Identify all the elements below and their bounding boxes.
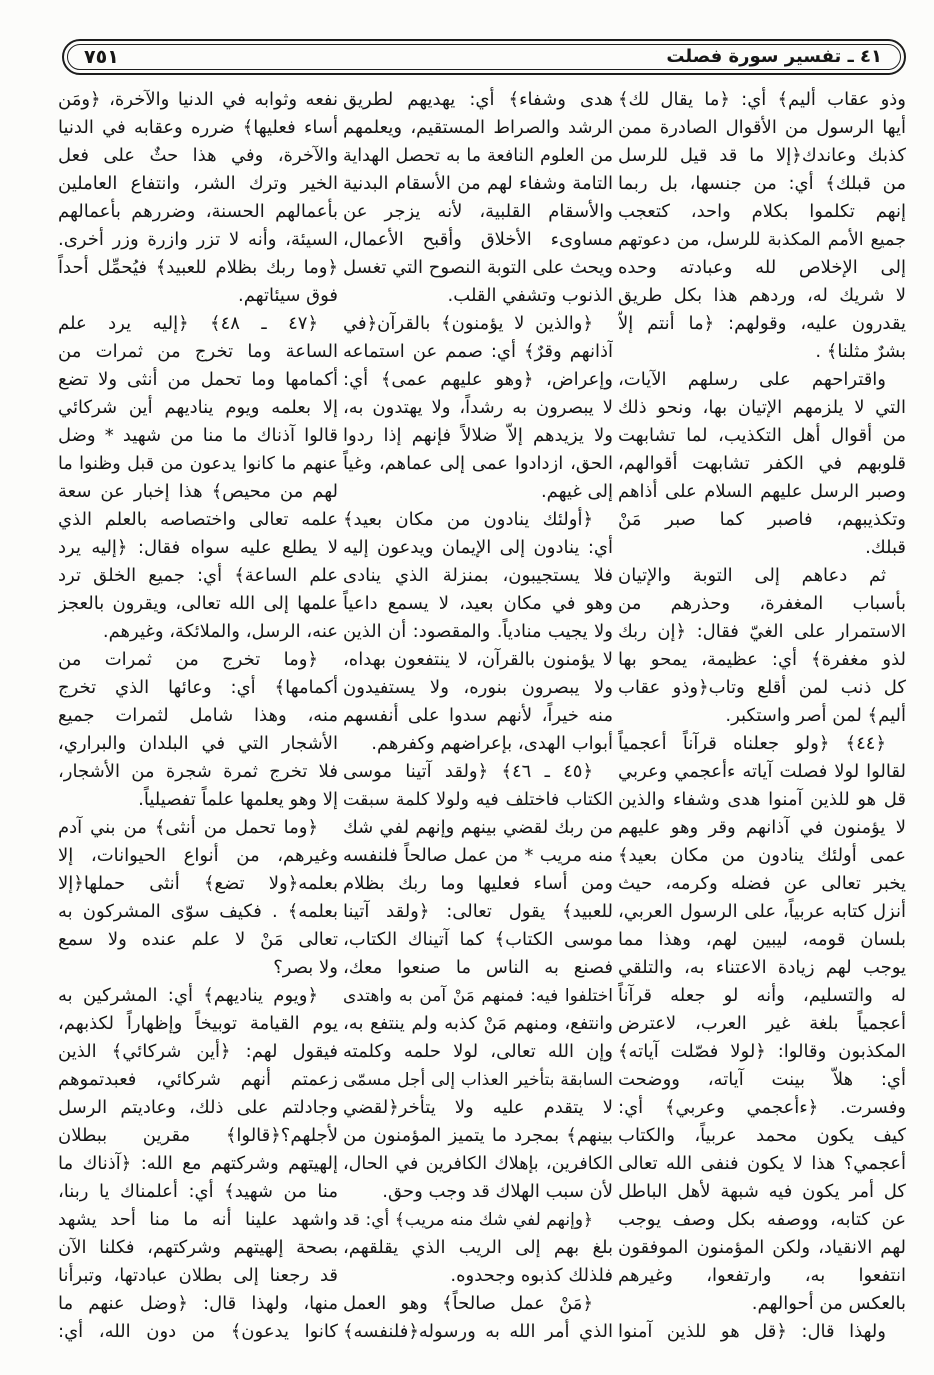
text-line: يقدرون عليه، وقولهم: ﴿ما أنتم إلاّ	[618, 313, 906, 334]
text-line: تعالى مَنْ لا علم عنده ولا سمع	[58, 929, 338, 950]
text-line: أساء فعليها﴾ ضرره وعقابه في الدنيا	[58, 117, 338, 138]
text-line: نفعه وثوابه في الدنيا والآخرة، ﴿ومَن	[58, 89, 338, 110]
text-line: كل أمر يكون فيه شبهة لأهل الباطل	[618, 1181, 906, 1202]
text-line: ومن أساء فعليها وما ربك بظلام	[343, 873, 613, 894]
text-line: منا من شهيد﴾ أي: أعلمناك يا ربنا،	[58, 1181, 338, 1202]
text-line: ﴿٤٧ ـ ٤٨﴾ ﴿إليه يرد علم	[58, 313, 318, 334]
text-line: بأعمالهم الحسنة، وضررهم بأعمالهم	[58, 201, 338, 222]
text-line: ﴿وما ربك بظلام للعبيد﴾ فيُحمِّل أحداً	[58, 257, 338, 278]
text-line: ﴿٤٤﴾ ﴿ولو جعلناه قرآناً أعجمياً	[618, 733, 886, 754]
text-line: ويحث على التوبة النصوح التي تغسل	[343, 257, 613, 278]
text-line: بلسان قومه، ليبين لهم، وهذا مما	[618, 929, 906, 950]
text-line: واقتراحهم على رسلهم الآيات،	[618, 369, 886, 390]
text-line: وفسرت. ﴿ءأعجمي وعربي﴾ أي:	[618, 1097, 906, 1118]
text-line: الرشد والصراط المستقيم، ويعلمهم	[343, 117, 613, 138]
text-line: المكذبون وقالوا: ﴿لولا فصّلت آياته﴾	[618, 1041, 906, 1062]
text-line: كذبك وعاندك﴿إلا ما قد قيل للرسل	[618, 145, 906, 166]
text-line: آذانهم وقرٌ﴾ أي: صمم عن استماعه	[343, 341, 613, 362]
text-column-middle	[343, 86, 613, 1346]
text-line: وإن الله تعالى، لولا حلمه وكلمته	[343, 1041, 613, 1062]
text-line: بعلمه﴿ولا تضع﴾ أنثى حملها﴿إلا	[58, 873, 338, 894]
text-line: والآخرة، وفي هذا حثٌ على فعل	[58, 145, 338, 166]
text-line: فيقول لهم: ﴿أين شركائي﴾ الذين	[58, 1041, 338, 1062]
text-line: وصبر الرسل عليهم السلام على أذاهم	[618, 481, 906, 502]
text-line: اختلفوا فيه: فمنهم مَنْ آمن به واهتدى	[343, 986, 613, 1006]
text-line: أي: ينادون إلى الإيمان ويدعون إليه	[343, 537, 613, 558]
text-line: أنزل كتابه عربياً، على الرسول العربي،	[618, 901, 906, 922]
text-line: إلى الإخلاص لله وعبادته وحده	[618, 257, 906, 278]
text-line: التامة وشفاء لهم من الأسقام البدنية	[343, 173, 613, 194]
text-line: لا يتقدم عليه ولا يتأخر﴿لقضي	[343, 1097, 613, 1118]
text-line: كانوا يدعون﴾ من دون الله، أي:	[58, 1321, 338, 1342]
text-line: ﴿٤٥ ـ ٤٦﴾ ﴿ولقد آتينا موسى	[343, 761, 594, 782]
text-line: وتكذيبهم، فاصبر كما صبر مَنْ	[618, 509, 906, 530]
text-line: عن كتابه، ووصفه بكل وصف يوجب	[618, 1209, 906, 1230]
text-line: السابقة بتأخير العذاب إلى أجل مسمّى	[343, 1070, 613, 1090]
text-line: فلا يستجيبون، بمنزلة الذي ينادى	[343, 565, 613, 586]
text-line: قبلك.	[865, 537, 906, 558]
text-line: فلذلك كذبوه وجحدوه.	[450, 1265, 613, 1286]
text-line: لا يبصرون به رشداً، ولا يهتدون به،	[343, 397, 613, 418]
text-line: ولا يبصرون بنوره، ولا يستفيدون	[343, 677, 613, 698]
text-line: يوجب لهم زيادة الاعتناء به، والتلقي	[618, 957, 906, 978]
text-line: للعبيد﴾ يقول تعالى: ﴿ولقد آتينا	[343, 901, 613, 922]
text-line: يوم القيامة توبيخاً وإظهاراً لكذبهم،	[58, 1013, 338, 1034]
text-line: له والتسليم، وأنه لو جعله قرآناً	[618, 985, 906, 1006]
text-line: ولا يجيب منادياً. والمقصود: أن الذين	[343, 621, 613, 642]
text-column-right	[618, 86, 906, 1346]
text-line: هدى وشفاء﴾ أي: يهديهم لطريق	[343, 89, 613, 110]
text-line: قد رجعنا إلى بطلان عبادتها، وتبرأنا	[58, 1265, 338, 1286]
text-line: إلا بعلمه ويوم يناديهم أين شركائي	[58, 397, 338, 418]
text-line: أبواب الهدى، بإعراضهم وكفرهم.	[371, 733, 613, 754]
text-line: ﴿وما تخرج من ثمرات من	[58, 649, 318, 670]
text-line: لهم من محيص﴾ هذا إخبار عن سعة	[58, 481, 338, 502]
text-line: ﴿والذين لا يؤمنون﴾ بالقرآن﴿في	[343, 313, 593, 334]
text-line: لذو مغفرة﴾ أي: عظيمة، يمحو بها	[618, 649, 906, 670]
text-line: وغيرهم، من أنواع الحيوانات، إلا	[58, 845, 338, 866]
text-line: وانتفع، ومنهم مَنْ كذبه ولم ينتفع به،	[343, 1013, 613, 1034]
text-line: مساوىء الأخلاق وأقبح الأعمال،	[343, 229, 613, 250]
text-line: لأجلهم؟﴿قالوا﴾ مقرين ببطلان	[58, 1125, 338, 1146]
text-line: فلا تخرج ثمرة شجرة من الأشجار،	[58, 761, 338, 782]
text-line: يخبر تعالى عن فضله وكرمه، حيث	[618, 873, 906, 894]
text-line: كيف يكون محمد عربياً، والكتاب	[618, 1125, 906, 1146]
text-line: منه مريب * من عمل صالحاً فلنفسه	[343, 845, 613, 866]
text-line: الكتاب فاختلف فيه ولولا كلمة سبقت	[343, 790, 613, 810]
text-line: ولا بصر؟	[273, 957, 338, 978]
text-line: بالعكس من أحوالهم.	[751, 1293, 906, 1314]
text-line: لا يؤمنون بالقرآن، لا ينتفعون بهداه،	[343, 649, 613, 670]
text-line: أكمامها وما تحمل من أنثى ولا تضع	[58, 369, 338, 390]
text-line: قالوا آذناك ما منا من شهيد * وضل	[58, 425, 338, 446]
text-line: لا شريك له، وردهم هذا بكل طريق	[618, 285, 906, 306]
text-line: عمى أولئك ينادون من مكان بعيد﴾	[618, 845, 906, 866]
text-line: إنهم تكلموا بكلام واحد، كتعجب	[618, 201, 906, 222]
text-line: أكمامها﴾ أي: وعائها الذي تخرج	[58, 677, 338, 698]
text-line: ﴿وما تحمل من أنثى﴾ من بني آدم	[58, 817, 318, 838]
text-line: قل هو للذين آمنوا هدى وشفاء والذين	[618, 789, 906, 810]
text-line: منها، ولهذا قال: ﴿وضل عنهم ما	[58, 1293, 338, 1314]
text-line: أي: هلاّ بينت آياته، ووضحت	[618, 1069, 906, 1090]
text-line: وجادلتم على ذلك، وعاديتم الرسل	[58, 1097, 338, 1118]
text-line: التي لا يلزمهم الإتيان بها، ونحو ذلك	[618, 397, 906, 418]
text-line: من العلوم النافعة ما به تحصل الهداية	[343, 146, 613, 166]
text-line: لأن سبب الهلاك قد وجب وحق.	[382, 1181, 613, 1202]
text-line: الساعة وما تخرج من ثمرات من	[58, 341, 338, 362]
text-line: لقالوا لولا فصلت آياته ءأعجمي وعربي	[618, 761, 906, 782]
text-line: السيئة، وأنه لا تزر وازرة وزر أخرى.	[58, 229, 338, 250]
text-line: عنهم ما كانوا يدعون من قبل وظنوا ما	[58, 454, 338, 474]
text-line: بينهم﴾ بمجرد ما يتميز المؤمنون من	[343, 1125, 613, 1146]
text-line: بصحة إلهيتهم وشركتهم، فكلنا الآن	[58, 1237, 338, 1258]
text-line: الحق، ازدادوا عمى إلى عماهم، وغياً	[343, 453, 613, 474]
text-line: وإعراض، ﴿وهو عليهم عمى﴾ أي:	[343, 369, 613, 390]
header-title: ٤١ ـ تفسير سورة فصلت	[666, 46, 882, 67]
text-line: بأسباب المغفرة، وحذرهم من	[618, 593, 906, 614]
text-line: والأسقام القلبية، لأنه يزجر عن	[343, 201, 613, 222]
text-line: الاستمرار على الغيّ فقال: ﴿إن ربك	[618, 621, 906, 642]
text-line: موسى الكتاب﴾ كما آتيناك الكتاب،	[343, 929, 613, 950]
text-line: من قبلك﴾ أي: من جنسها، بل ربما	[618, 173, 906, 194]
text-line: لا يؤمنون في آذانهم وقر وهو عليهم	[618, 817, 906, 838]
text-line: علمه تعالى واختصاصه بالعلم الذي	[58, 509, 338, 530]
text-line: إلهيتهم وشركتهم مع الله: ﴿آذناك ما	[58, 1153, 338, 1174]
text-line: واشهد علينا أنه ما منا أحد يشهد	[58, 1209, 338, 1230]
text-line: الأشجار التي في البلدان والبراري،	[58, 733, 338, 754]
text-line: ولهذا قال: ﴿قل هو للذين آمنوا	[618, 1321, 886, 1342]
text-line: ﴿مَنْ عمل صالحاً﴾ وهو العمل	[343, 1293, 593, 1314]
text-line: وذو عقاب أليم﴾ أي: ﴿ما يقال لك﴾	[618, 89, 906, 110]
text-line: فصنع به الناس ما صنعوا معك،	[343, 957, 613, 978]
text-line: أيها الرسول من الأقوال الصادرة ممن	[618, 117, 906, 138]
text-line: إلا وهو يعلمها علماً تفصيلياً.	[138, 789, 338, 810]
text-line: ﴿أولئك ينادون من مكان بعيد﴾	[343, 509, 593, 530]
text-line: ولا يزيدهم إلاّ ضلالاً فإنهم إذا ردوا	[343, 425, 613, 446]
text-line: إلى غيهم.	[540, 481, 613, 502]
text-column-left	[58, 86, 338, 1346]
text-line: الخير وترك الشر، وانتفاع العاملين	[58, 173, 338, 194]
text-line: الذنوب وتشفي القلب.	[447, 285, 613, 306]
text-line: زعمتم أنهم شركائي، فعبدتموهم	[58, 1069, 338, 1090]
text-line: أعجمياً بلغة غير العرب، لاعترض	[618, 1013, 906, 1034]
text-line: الذي أمر الله به ورسوله﴿فلنفسه﴾	[343, 1321, 613, 1342]
text-line: عنه، الرسل، والملائكة، وغيرهم.	[102, 621, 338, 642]
text-line: ﴿ويوم يناديهم﴾ أي: المشركين به	[58, 985, 318, 1006]
text-line: علم الساعة﴾ أي: جميع الخلق ترد	[58, 565, 338, 586]
text-line: منه خيراً، لأنهم سدوا على أنفسهم	[343, 705, 613, 726]
page-number: ٧٥١	[84, 46, 119, 68]
text-line: لهم الانقياد، ولكن المؤمنون الموفقون	[618, 1237, 906, 1258]
text-line: أليم﴾ لمن أصر واستكبر.	[725, 705, 906, 726]
text-line: أعجمي؟ هذا لا يكون فنفى الله تعالى	[618, 1153, 906, 1174]
text-line: انتفعوا به، وارتفعوا، وغيرهم	[618, 1265, 906, 1286]
text-line: قلوبهم في الكفر تشابهت أقوالهم،	[618, 453, 906, 474]
text-line: فوق سيئاتهم.	[237, 285, 338, 306]
text-line: ﴿وإنهم لفي شك منه مريب﴾ أي: قد	[343, 1210, 593, 1230]
text-line: كل ذنب لمن أقلع وتاب﴿وذو عقاب	[618, 677, 906, 698]
text-line: الكافرين، بإهلاك الكافرين في الحال،	[343, 1154, 613, 1174]
text-line: من ربك لقضي بينهم وإنهم لفي شك	[343, 817, 613, 838]
text-line: ثم دعاهم إلى التوبة والإتيان	[618, 565, 886, 586]
text-line: جميع الأمم المكذبة للرسل، من دعوتهم	[618, 230, 906, 250]
text-line: لا يطلع عليه سواه فقال: ﴿إليه يرد	[58, 537, 338, 558]
text-line: بعلمه﴾ . فكيف سوّى المشركون به	[58, 901, 338, 922]
text-line: من أقوال أهل التكذيب، لما تشابهت	[618, 425, 906, 446]
text-line: بشرٌ مثلنا﴾ .	[815, 341, 906, 362]
text-line: وهو في مكان بعيد، لا يسمع داعياً	[343, 593, 613, 614]
text-line: علمها إلى الله تعالى، ويقرون بالعجز	[58, 593, 338, 614]
text-line: بلغ بهم إلى الريب الذي يقلقهم،	[343, 1237, 613, 1258]
text-line: منه، وهذا شامل لثمرات جميع	[58, 705, 338, 726]
